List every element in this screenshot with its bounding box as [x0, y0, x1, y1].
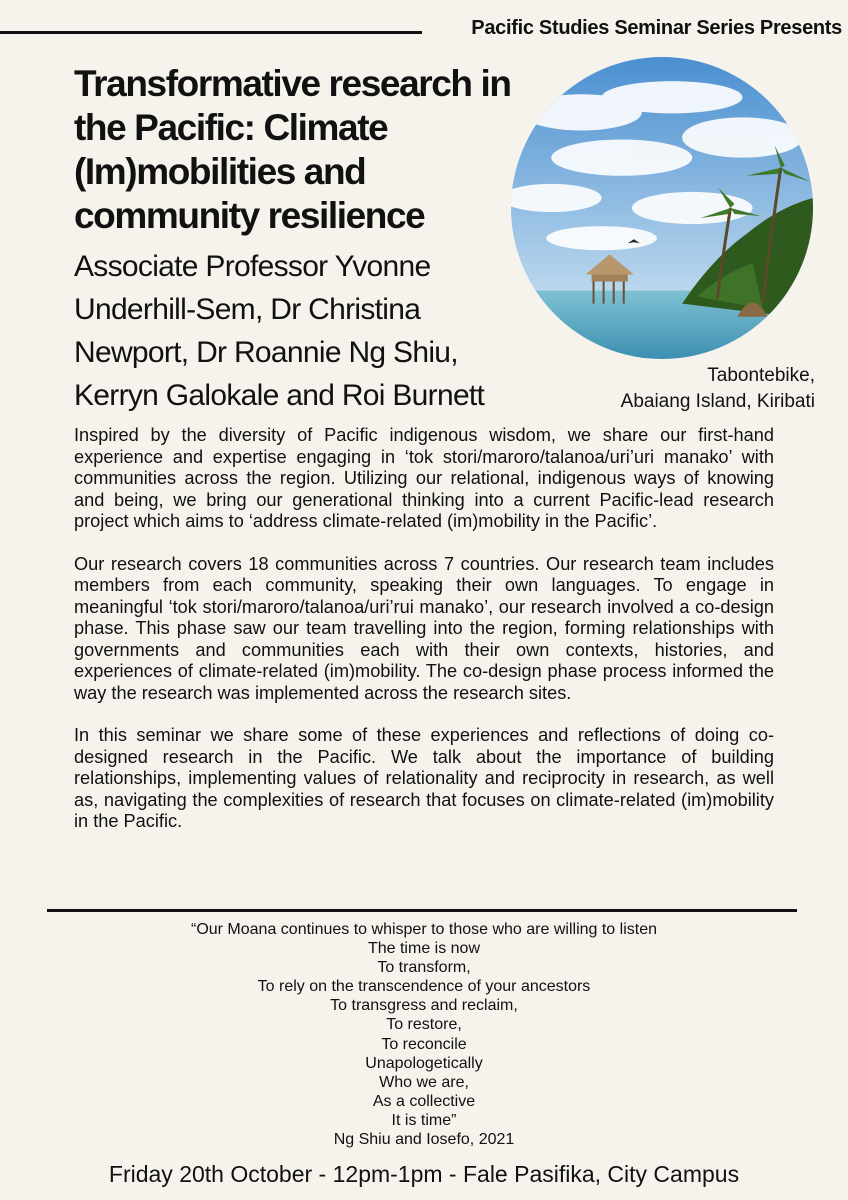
- series-heading: Pacific Studies Seminar Series Presents: [471, 17, 842, 39]
- island-photo-illustration: [511, 57, 813, 359]
- quote-line: “Our Moana continues to whisper to those who are willing to listen: [190, 921, 657, 938]
- section-divider: [47, 909, 797, 912]
- quote-line: Who we are,: [379, 1073, 469, 1091]
- photo-caption-line2: Abaiang Island, Kiribati: [620, 391, 815, 412]
- quote-line: To transgress and reclaim,: [330, 997, 518, 1015]
- quote-line: As a collective: [372, 1092, 476, 1110]
- quote-block: [74, 920, 774, 1149]
- paragraph-1: Inspired by the diversity of Pacific indigenous wisdom, we share our first-hand experience and expertise engaging in ‘tok stori/maroro/talanoa/uri’uri manako’ with communities across the region. Utilizing our relational, indigenous ways of knowing and being, we bring our generational thinking into a current Pacific-lead research project which aims to ‘address climate-related (im)mobility in the Pacific’.: [74, 425, 774, 531]
- seminar-title: Transformative research in the Pacific: Climate (Im)mobilities and community resilience: [74, 63, 511, 236]
- quote-line: It is time”: [391, 1111, 457, 1129]
- quote-line: To reconcile: [381, 1035, 467, 1053]
- speakers-list: Associate Professor Yvonne Underhill-Sem, Dr Christina Newport, Dr Roannie Ng Shiu, Kerryn Galokale and Roi Burnett: [74, 250, 485, 412]
- quote-line: To restore,: [386, 1016, 462, 1034]
- event-details: Friday 20th October - 12pm-1pm - Fale Pasifika, City Campus: [108, 1161, 740, 1187]
- description-body: [74, 425, 774, 854]
- quote-attribution: Ng Shiu and Iosefo, 2021: [333, 1131, 515, 1149]
- paragraph-3: In this seminar we share some of these experiences and reflections of doing co-designed research in the Pacific. We talk about the importance of building relationships, implementing values of relationality and reciprocity in research, as well as, navigating the complexities of research that focuses on climate-related (im)mobility in the Pacific.: [74, 725, 774, 831]
- paragraph-2: Our research covers 18 communities across 7 countries. Our research team includes members from each community, speaking their own languages. To engage in meaningful ‘tok stori/maroro/talanoa/uri’rui manako’, our research involved a co-design phase. This phase saw our team travelling into the region, forming relationships with governments and communities each with their own contexts, histories, and experiences of climate-related (im)mobility. The co-design phase process informed the way the research was implemented across the research sites.: [74, 553, 774, 703]
- photo-caption-line1: Tabontebike,: [707, 365, 815, 386]
- photo-caption: [540, 363, 815, 415]
- quote-line: Unapologetically: [365, 1054, 483, 1072]
- quote-line: To rely on the transcendence of your ancestors: [257, 978, 591, 996]
- quote-line: The time is now: [367, 940, 481, 958]
- quote-line: To transform,: [377, 959, 471, 977]
- island-photo: [511, 57, 813, 359]
- header-rule: [0, 31, 422, 34]
